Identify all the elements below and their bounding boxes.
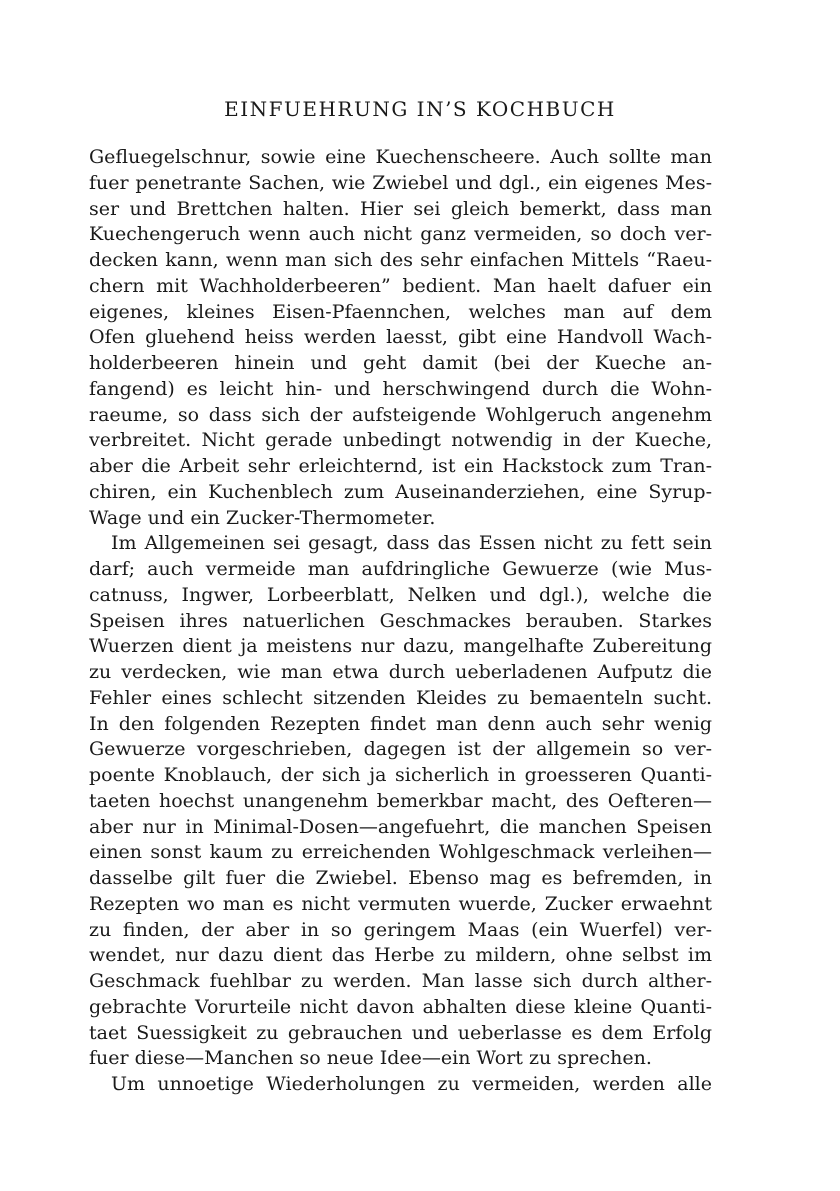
text-line: zu verdecken, wie man etwa durch ueberladenen Aufputz die — [89, 661, 712, 683]
text-line: holderbeeren hinein und geht damit (bei der Kueche an- — [89, 352, 712, 374]
text-line: catnuss, Ingwer, Lorbeerblatt, Nelken und dgl.), welche die — [89, 583, 712, 606]
text-line: Ofen gluehend heiss werden laesst, gibt eine Handvoll Wach- — [89, 326, 712, 349]
text-line: Geschmack fuehlbar zu werden. Man lasse sich durch alther- — [89, 970, 712, 992]
text-line: poente Knoblauch, der sich ja sicherlich in groesseren Quanti- — [89, 764, 712, 786]
text-line: Im Allgemeinen sei gesagt, dass das Essen nicht zu fett sein — [111, 532, 712, 555]
text-line: In den folgenden Rezepten findet man denn auch sehr wenig — [89, 712, 712, 735]
text-line: dasselbe gilt fuer die Zwiebel. Ebenso mag es befremden, in — [89, 867, 712, 889]
text-line: wendet, nur dazu dient das Herbe zu mildern, ohne selbst im — [89, 944, 712, 967]
text-line: ser und Brettchen halten. Hier sei gleich bemerkt, dass man — [89, 197, 712, 220]
text-line: verbreitet. Nicht gerade unbedingt notwendig in der Kueche, — [89, 429, 712, 452]
running-head: EINFUEHRUNG IN’S KOCHBUCH — [224, 97, 616, 121]
text-line: aber nur in Minimal-Dosen—angefuehrt, die manchen Speisen — [89, 815, 712, 838]
text-line: Um unnoetige Wiederholungen zu vermeiden, werden alle — [111, 1073, 712, 1095]
text-line: gebrachte Vorurteile nicht davon abhalten diese kleine Quanti- — [89, 995, 712, 1018]
text-line: fangend) es leicht hin- und herschwingend durch die Wohn- — [89, 377, 712, 400]
text-line: zu finden, der aber in so geringem Maas (ein Wuerfel) ver- — [89, 918, 712, 941]
text-line: fuer diese—Manchen so neue Idee—ein Wort zu sprechen. — [89, 1047, 652, 1070]
text-line: Fehler eines schlecht sitzenden Kleides zu bemaenteln sucht. — [89, 686, 712, 709]
text-line: raeume, so dass sich der aufsteigende Wohlgeruch angenehm — [89, 403, 712, 426]
text-line: aber die Arbeit sehr erleichternd, ist ein Hackstock zum Tran- — [89, 455, 712, 477]
text-line: Wage und ein Zucker-Thermometer. — [89, 506, 436, 529]
text-line: fuer penetrante Sachen, wie Zwiebel und dgl., ein eigenes Mes- — [89, 171, 712, 194]
text-line: taet Suessigkeit zu gebrauchen und ueberlasse es dem Erfolg — [89, 1021, 712, 1044]
text-line: taeten hoechst unangenehm bemerkbar macht, des Oefteren— — [89, 789, 712, 812]
text-line: decken kann, wenn man sich des sehr einfachen Mittels “Raeu- — [89, 249, 712, 271]
text-line: Rezepten wo man es nicht vermuten wuerde, Zucker erwaehnt — [89, 892, 712, 915]
text-line: Wuerzen dient ja meistens nur dazu, mangelhafte Zubereitung — [89, 635, 712, 658]
text-line: einen sonst kaum zu erreichenden Wohlgeschmack verleihen— — [89, 841, 712, 864]
text-line: darf; auch vermeide man aufdringliche Gewuerze (wie Mus- — [89, 558, 712, 580]
text-line: Speisen ihres natuerlichen Geschmackes berauben. Starkes — [89, 609, 712, 632]
text-line: chiren, ein Kuchenblech zum Auseinanderziehen, eine Syrup- — [89, 480, 712, 503]
text-line: Gefluegelschnur, sowie eine Kuechenscheere. Auch sollte man — [89, 146, 712, 168]
body-text — [89, 145, 712, 1098]
text-line: Gewuerze vorgeschrieben, dagegen ist der allgemein so ver- — [89, 738, 712, 761]
text-line: eigenes, kleines Eisen-Pfaennchen, welches man auf dem — [89, 300, 712, 323]
text-line: chern mit Wachholderbeeren” bedient. Man haelt dafuer ein — [89, 274, 712, 297]
text-line: Kuechengeruch wenn auch nicht ganz vermeiden, so doch ver- — [89, 223, 712, 246]
